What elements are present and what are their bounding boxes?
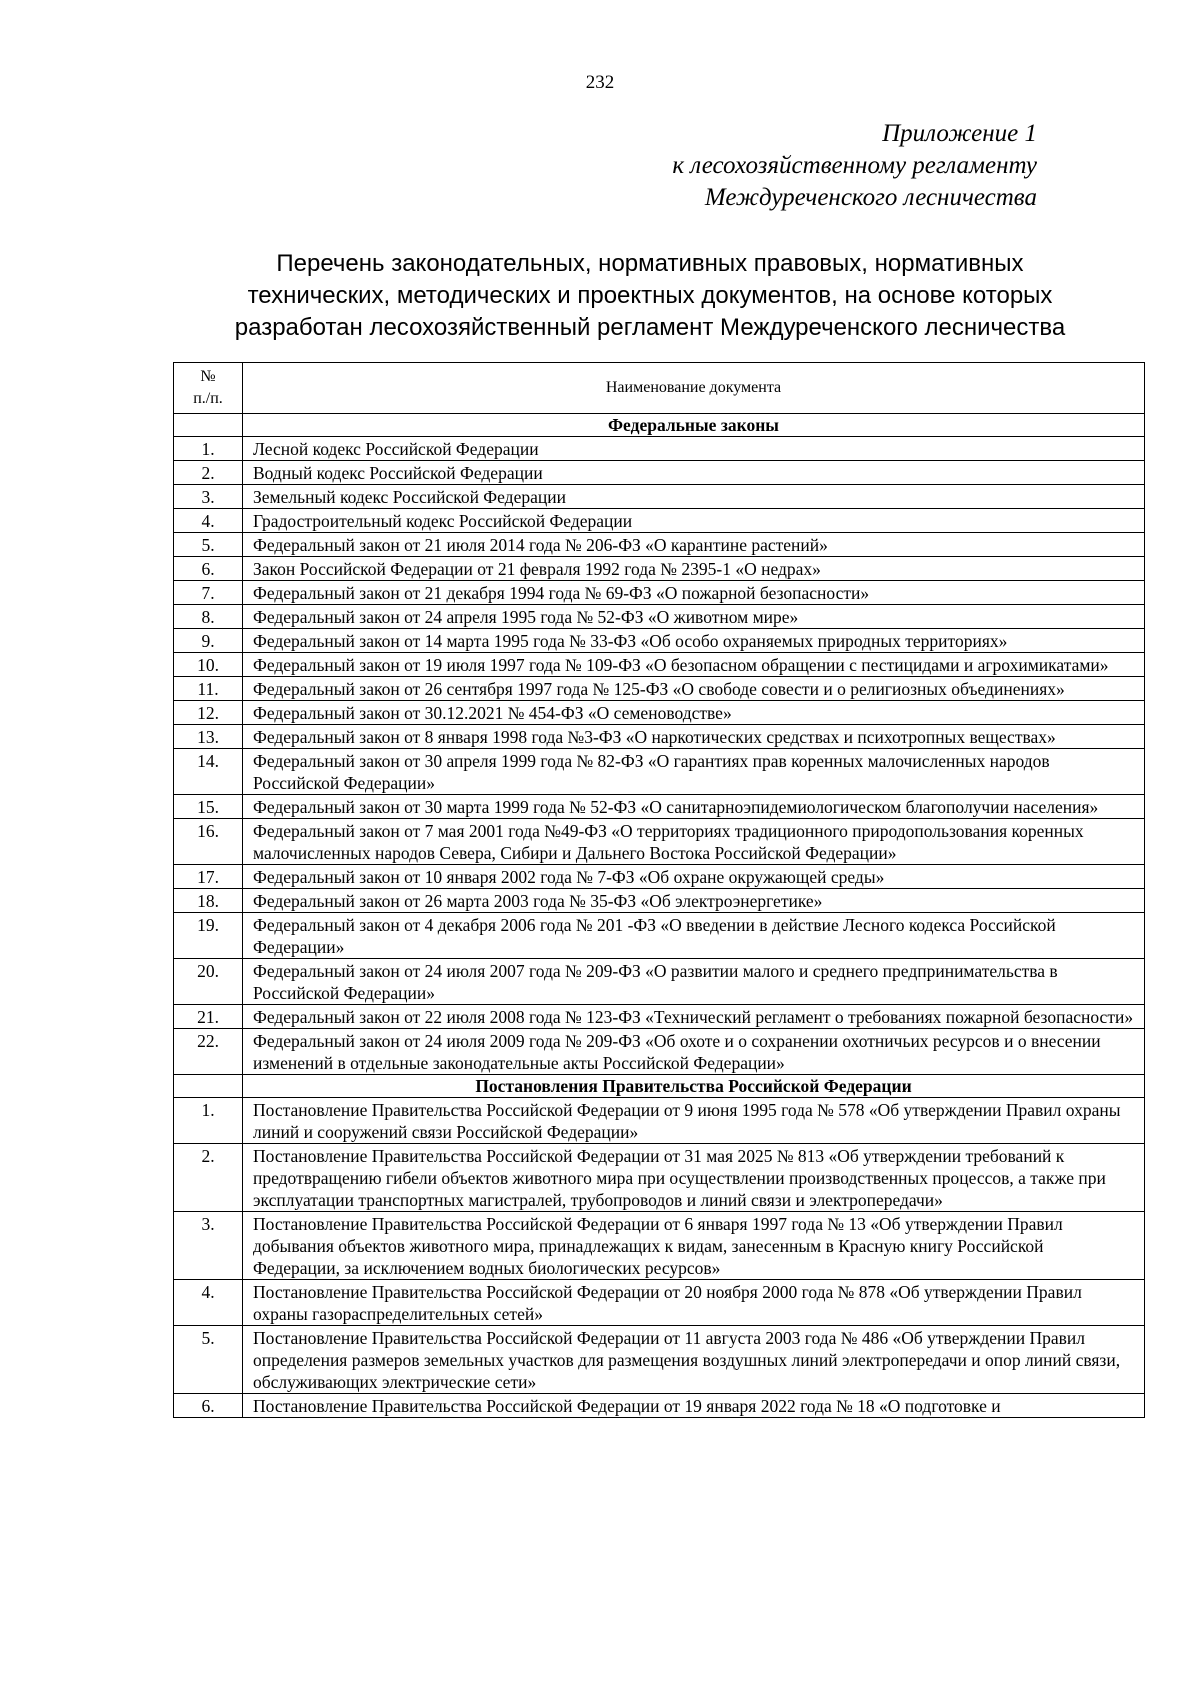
row-number: 5. [174, 1326, 243, 1394]
table-row [174, 605, 1145, 629]
table-row [174, 889, 1145, 913]
row-number: 19. [174, 913, 243, 959]
document-name: Постановление Правительства Российской Федерации от 19 января 2022 года № 18 «О подготовке и [243, 1394, 1145, 1418]
row-number: 12. [174, 701, 243, 725]
document-name: Федеральный закон от 30.12.2021 № 454-ФЗ «О семеноводстве» [243, 701, 1145, 725]
table-body [174, 414, 1145, 1418]
section-title: Постановления Правительства Российской Федерации [243, 1075, 1145, 1098]
document-name: Федеральный закон от 21 июля 2014 года № 206-ФЗ «О карантине растений» [243, 533, 1145, 557]
appendix-line-2: к лесохозяйственному регламенту [672, 152, 1037, 179]
document-name: Постановление Правительства Российской Федерации от 11 августа 2003 года № 486 «Об утверждении Правил определения размеров земельных участков для размещения воздушных линий электропередачи и опор линий связи, обслуживающих электрические сети» [243, 1326, 1145, 1394]
header-number [174, 363, 243, 414]
table-row [174, 1144, 1145, 1212]
document-name: Водный кодекс Российской Федерации [243, 461, 1145, 485]
document-name: Федеральный закон от 24 июля 2009 года № 209-ФЗ «Об охоте и о сохранении охотничьих ресурсов и о внесении изменений в отдельные законодательные акты Российской Федерации» [243, 1029, 1145, 1075]
document-name: Постановление Правительства Российской Федерации от 9 июня 1995 года № 578 «Об утверждении Правил охраны линий и сооружений связи Российской Федерации» [243, 1098, 1145, 1144]
section-number-cell [174, 414, 243, 437]
document-name: Лесной кодекс Российской Федерации [243, 437, 1145, 461]
row-number: 1. [174, 1098, 243, 1144]
table-row [174, 677, 1145, 701]
appendix-line-3: Междуреченского лесничества [704, 184, 1037, 211]
table-row [174, 1212, 1145, 1280]
table-row [174, 1326, 1145, 1394]
document-name: Федеральный закон от 26 марта 2003 года № 35-ФЗ «Об электроэнергетике» [243, 889, 1145, 913]
title-line-3: разработан лесохозяйственный регламент Междуреченского лесничества [234, 314, 1066, 341]
table-row [174, 959, 1145, 1005]
table-row [174, 509, 1145, 533]
row-number: 18. [174, 889, 243, 913]
row-number: 14. [174, 749, 243, 795]
document-name: Федеральный закон от 14 марта 1995 года № 33-ФЗ «Об особо охраняемых природных территориях» [243, 629, 1145, 653]
document-name: Федеральный закон от 7 мая 2001 года №49-ФЗ «О территориях традиционного природопользования коренных малочисленных народов Севера, Сибири и Дальнего Востока Российской Федерации» [243, 819, 1145, 865]
row-number: 3. [174, 485, 243, 509]
table-row [174, 1280, 1145, 1326]
appendix-line-1: Приложение 1 [882, 120, 1037, 147]
table-row [174, 1394, 1145, 1418]
row-number: 15. [174, 795, 243, 819]
document-name: Федеральный закон от 8 января 1998 года №3-ФЗ «О наркотических средствах и психотропных веществах» [243, 725, 1145, 749]
document-name: Федеральный закон от 21 декабря 1994 года № 69-ФЗ «О пожарной безопасности» [243, 581, 1145, 605]
header-number-symbol: № [200, 368, 216, 385]
table-header-row [174, 363, 1145, 414]
row-number: 8. [174, 605, 243, 629]
row-number: 13. [174, 725, 243, 749]
row-number: 1. [174, 437, 243, 461]
document-name: Федеральный закон от 19 июля 1997 года № 109-ФЗ «О безопасном обращении с пестицидами и агрохимикатами» [243, 653, 1145, 677]
row-number: 4. [174, 509, 243, 533]
header-document-name: Наименование документа [243, 363, 1145, 414]
table-row [174, 1098, 1145, 1144]
header-number-abbr: п./п. [193, 390, 223, 407]
section-number-cell [174, 1075, 243, 1098]
row-number: 11. [174, 677, 243, 701]
table-row [174, 557, 1145, 581]
document-name: Федеральный закон от 30 апреля 1999 года № 82-ФЗ «О гарантиях прав коренных малочисленных народов Российской Федерации» [243, 749, 1145, 795]
section-title: Федеральные законы [243, 414, 1145, 437]
row-number: 6. [174, 557, 243, 581]
title-line-1: Перечень законодательных, нормативных правовых, нормативных [276, 250, 1024, 277]
row-number: 2. [174, 461, 243, 485]
document-name: Постановление Правительства Российской Федерации от 6 января 1997 года № 13 «Об утверждении Правил добывания объектов животного мира, принадлежащих к видам, занесенным в Красную книгу Российской Федерации, за исключением водных биологических ресурсов» [243, 1212, 1145, 1280]
table-row [174, 581, 1145, 605]
document-name: Федеральный закон от 26 сентября 1997 года № 125-ФЗ «О свободе совести и о религиозных объединениях» [243, 677, 1145, 701]
document-name: Федеральный закон от 24 июля 2007 года № 209-ФЗ «О развитии малого и среднего предпринимательства в Российской Федерации» [243, 959, 1145, 1005]
table-row [174, 653, 1145, 677]
table-row [174, 795, 1145, 819]
title-line-2: технических, методических и проектных документов, на основе которых [247, 282, 1053, 309]
table-row [174, 1029, 1145, 1075]
table-row [174, 629, 1145, 653]
row-number: 9. [174, 629, 243, 653]
row-number: 22. [174, 1029, 243, 1075]
table-row [174, 865, 1145, 889]
row-number: 4. [174, 1280, 243, 1326]
table-row [174, 1005, 1145, 1029]
table-row [174, 913, 1145, 959]
document-title [170, 248, 1130, 344]
row-number: 3. [174, 1212, 243, 1280]
table-row [174, 725, 1145, 749]
table-row [174, 749, 1145, 795]
section-row [174, 1075, 1145, 1098]
document-name: Федеральный закон от 4 декабря 2006 года № 201 -ФЗ «О введении в действие Лесного кодекса Российской Федерации» [243, 913, 1145, 959]
row-number: 17. [174, 865, 243, 889]
document-name: Федеральный закон от 22 июля 2008 года № 123-ФЗ «Технический регламент о требованиях пожарной безопасности» [243, 1005, 1145, 1029]
row-number: 2. [174, 1144, 243, 1212]
document-name: Постановление Правительства Российской Федерации от 31 мая 2025 № 813 «Об утверждении требований к предотвращению гибели объектов животного мира при осуществлении производственных процессов, а также при эксплуатации транспортных магистралей, трубопроводов и линий связи и электропередачи» [243, 1144, 1145, 1212]
document-name: Федеральный закон от 30 марта 1999 года № 52-ФЗ «О санитарноэпидемиологическом благополучии населения» [243, 795, 1145, 819]
table-row [174, 461, 1145, 485]
row-number: 10. [174, 653, 243, 677]
table-row [174, 437, 1145, 461]
page-number: 232 [585, 72, 615, 93]
row-number: 21. [174, 1005, 243, 1029]
table-row [174, 485, 1145, 509]
section-row [174, 414, 1145, 437]
document-name: Градостроительный кодекс Российской Федерации [243, 509, 1145, 533]
table-row [174, 533, 1145, 557]
document-name: Земельный кодекс Российской Федерации [243, 485, 1145, 509]
appendix-note [437, 118, 1037, 214]
document-name: Федеральный закон от 10 января 2002 года № 7-ФЗ «Об охране окружающей среды» [243, 865, 1145, 889]
table-row [174, 701, 1145, 725]
row-number: 16. [174, 819, 243, 865]
document-name: Федеральный закон от 24 апреля 1995 года № 52-ФЗ «О животном мире» [243, 605, 1145, 629]
table-row [174, 819, 1145, 865]
row-number: 5. [174, 533, 243, 557]
document-name: Закон Российской Федерации от 21 февраля 1992 года № 2395-1 «О недрах» [243, 557, 1145, 581]
documents-table [173, 362, 1145, 1418]
row-number: 7. [174, 581, 243, 605]
row-number: 6. [174, 1394, 243, 1418]
document-name: Постановление Правительства Российской Федерации от 20 ноября 2000 года № 878 «Об утверждении Правил охраны газораспределительных сетей» [243, 1280, 1145, 1326]
row-number: 20. [174, 959, 243, 1005]
